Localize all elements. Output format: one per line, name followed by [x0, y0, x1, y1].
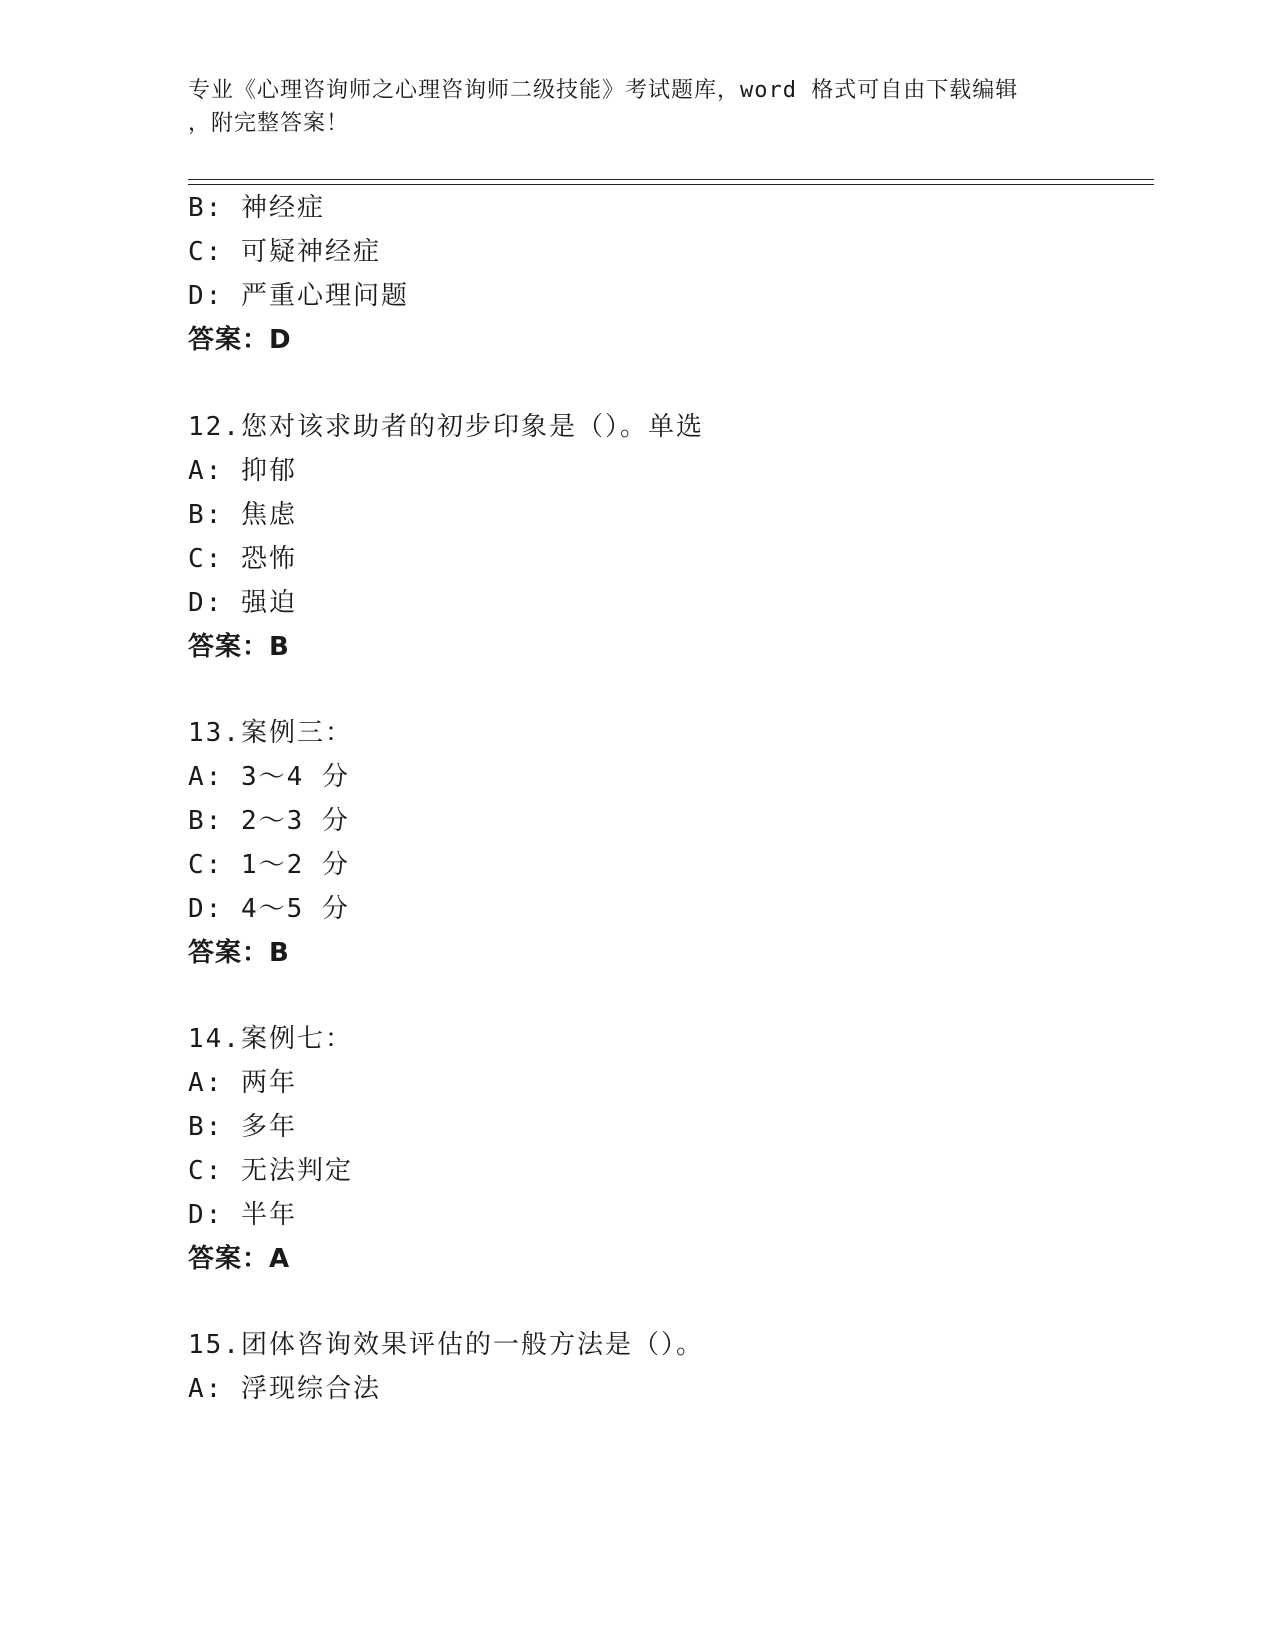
- document-header: [188, 74, 1088, 140]
- option-c: C: 1～2 分: [188, 850, 350, 880]
- option-c: C: 可疑神经症: [188, 237, 381, 267]
- option-c: C: 恐怖: [188, 544, 297, 574]
- question-stem: 13.案例三：: [188, 718, 353, 748]
- header-line-1: 专业《心理咨询师之心理咨询师二级技能》考试题库，word 格式可自由下载编辑: [188, 78, 1019, 103]
- answer: 答案：B: [188, 938, 290, 968]
- header-line-2: ，附完整答案！: [188, 111, 350, 136]
- option-a: A: 抑郁: [188, 456, 297, 486]
- answer: 答案：D: [188, 325, 292, 355]
- question-stem: 14.案例七：: [188, 1024, 353, 1054]
- option-b: B: 神经症: [188, 193, 325, 223]
- option-d: D: 半年: [188, 1200, 297, 1230]
- option-b: B: 2～3 分: [188, 806, 350, 836]
- answer: 答案：B: [188, 632, 290, 662]
- option-d: D: 严重心理问题: [188, 281, 409, 311]
- option-a: A: 浮现综合法: [188, 1374, 381, 1404]
- option-c: C: 无法判定: [188, 1156, 353, 1186]
- header-rule-bottom: [188, 184, 1154, 185]
- option-b: B: 多年: [188, 1112, 297, 1142]
- option-a: A: 3～4 分: [188, 762, 350, 792]
- answer: 答案：A: [188, 1244, 291, 1274]
- header-rule-top: [188, 179, 1154, 180]
- option-a: A: 两年: [188, 1068, 297, 1098]
- option-d: D: 4～5 分: [188, 894, 350, 924]
- question-stem: 12.您对该求助者的初步印象是（）。单选: [188, 412, 704, 442]
- question-stem: 15.团体咨询效果评估的一般方法是（）。: [188, 1330, 704, 1360]
- option-d: D: 强迫: [188, 588, 297, 618]
- option-b: B: 焦虑: [188, 500, 297, 530]
